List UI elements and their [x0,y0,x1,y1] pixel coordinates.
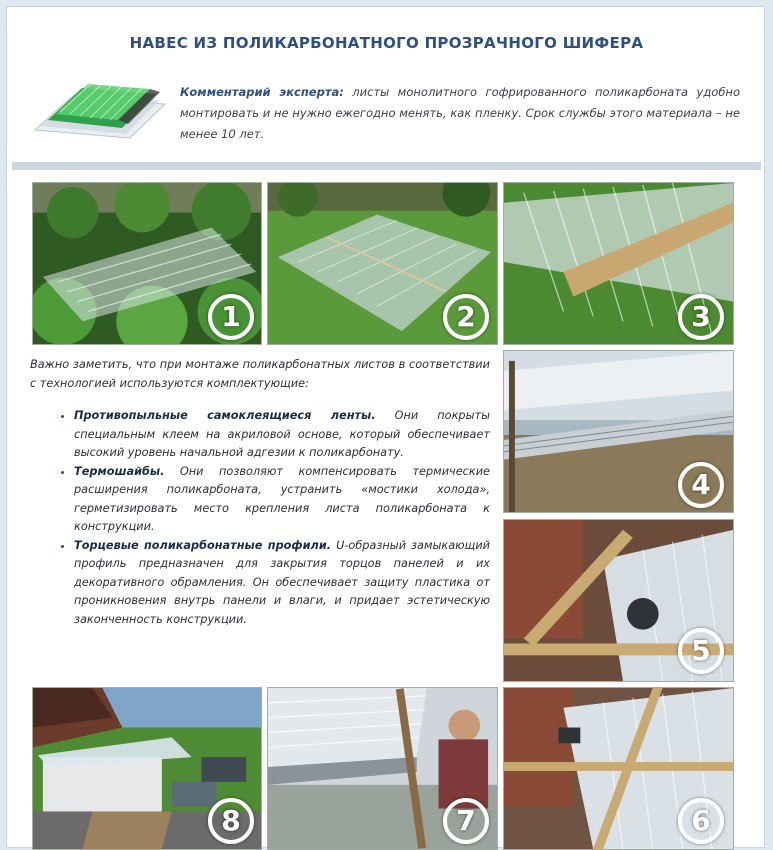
list-item-title: Противопыльные самоклеящиеся ленты. [74,409,376,422]
step-number-8: 8 [208,798,254,844]
list-item-text: Они покрыты специальным клеем на акриловой основе, который обеспечивает высокий уровень начальной адгезии к поликарбонату. [74,409,490,459]
section-divider [12,162,761,170]
components-text-block [30,356,490,629]
expert-comment [180,82,740,145]
polycarbonate-sheets-image [30,78,170,148]
expert-comment-lead: Комментарий эксперта: [180,85,344,99]
step-number-4: 4 [678,462,724,508]
page-title: НАВЕС ИЗ ПОЛИКАРБОНАТНОГО ПРОЗРАЧНОГО ШИФЕРА [129,34,644,52]
list-item-text: Они позволяют компенсировать термические расширения поликарбоната, устранить «мостики холода», герметизировать место крепления листа поликарбоната к конструкции. [74,464,490,533]
expert-comment-text: листы монолитного гофрированного поликарбоната удобно монтировать и не нужно ежегодно менять, как пленку. Срок службы этого материала – не менее 10 лет. [180,85,740,141]
components-intro: Важно заметить, что при монтаже поликарбонатных листов в соответствии с технологией используются комплектующие: [30,358,490,390]
list-item-text: U-образный замыкающий профиль предназначен для закрытия торцов панелей и их декоративного обрамления. Он обеспечивает защиту пластика от проникновения внутрь панели и влаги, и придает эстетическую законченность конструкции. [74,538,491,626]
step-number-1: 1 [208,294,254,340]
list-item-title: Термошайбы. [74,464,165,478]
list-item [74,407,490,463]
step-number-2: 2 [443,294,489,340]
list-item-title: Торцевые поликарбонатные профили. [74,538,332,552]
step-number-5: 5 [678,628,724,674]
step-number-3: 3 [678,294,724,340]
header-panel [12,10,761,160]
list-item [74,463,490,537]
list-item [74,537,490,630]
step-number-7: 7 [443,798,489,844]
step-number-6: 6 [678,798,724,844]
components-list [30,407,490,629]
